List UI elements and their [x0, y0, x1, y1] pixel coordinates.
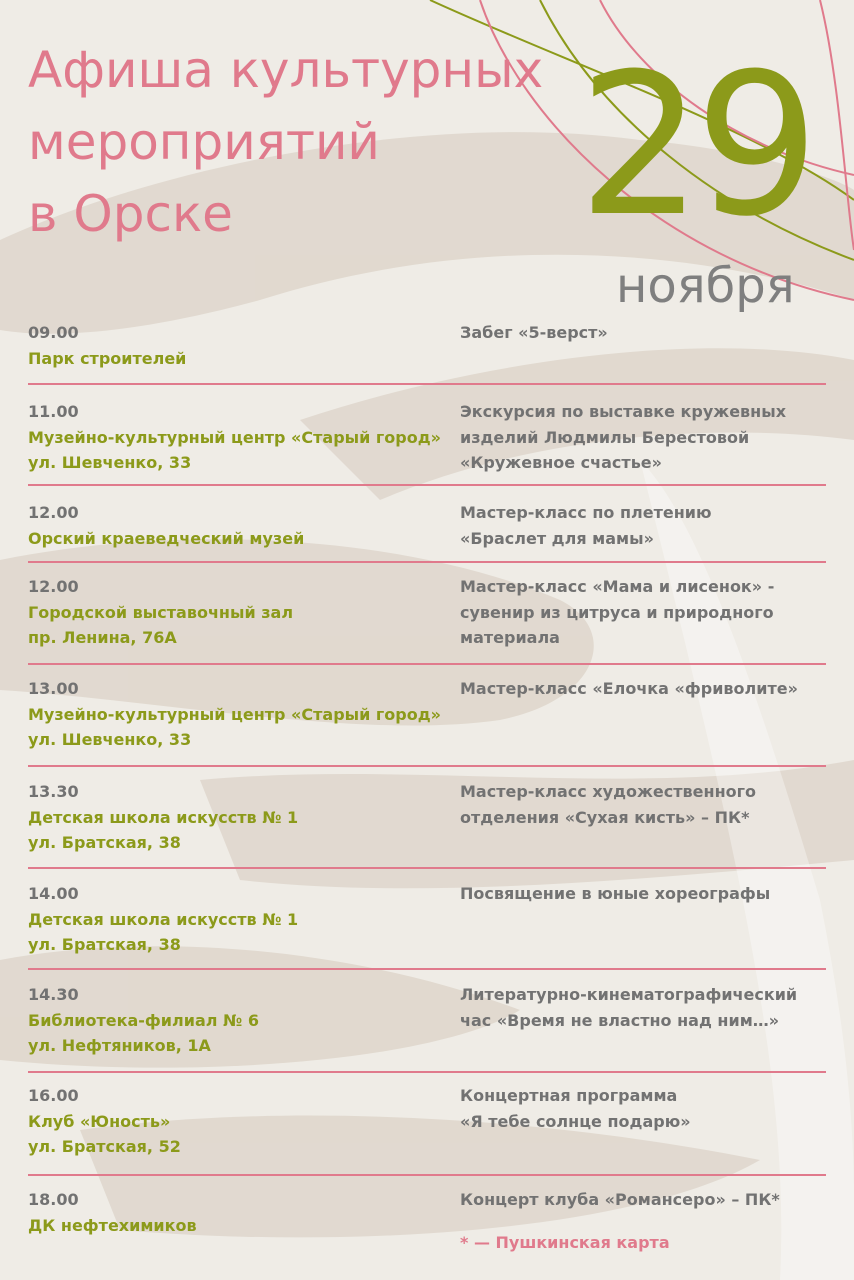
- event-title-line: «Кружевное счастье»: [460, 453, 662, 472]
- title-line-1: Афиша культурных: [28, 41, 544, 99]
- event-time: 13.00: [28, 679, 79, 698]
- event-row: [28, 869, 826, 970]
- event-title-line: Мастер-класс художественного: [460, 782, 756, 801]
- event-place: Парк строителей: [28, 348, 187, 368]
- event-address: ул. Шевченко, 33: [28, 730, 192, 749]
- event-title-line: Концертная программа: [460, 1086, 678, 1105]
- event-row: [28, 767, 826, 869]
- event-place: Библиотека-филиал № 6: [28, 1010, 259, 1030]
- event-title-line: «Браслет для мамы»: [460, 528, 654, 548]
- event-title-line: Забег «5-верст»: [460, 323, 608, 342]
- event-time: 14.30: [28, 985, 79, 1004]
- event-row: [28, 486, 826, 563]
- event-time: 14.00: [28, 884, 79, 903]
- event-time: 12.00: [28, 577, 79, 596]
- event-row: [28, 1176, 826, 1276]
- event-place: Городской выставочный зал: [28, 602, 294, 622]
- event-title-line: Экскурсия по выставке кружевных: [460, 402, 787, 421]
- event-title-line: Мастер-класс «Елочка «фриволите»: [460, 679, 798, 698]
- event-row: [28, 665, 826, 767]
- event-title-line: Мастер-класс по плетению: [460, 503, 712, 522]
- event-time: 12.00: [28, 503, 79, 522]
- event-place: Орский краеведческий музей: [28, 528, 305, 548]
- title-line-2: мероприятий: [28, 113, 380, 171]
- event-title-line: Концерт клуба «Романсеро» – ПК*: [460, 1190, 780, 1209]
- event-row: [28, 563, 826, 665]
- event-title-line: изделий Людмилы Берестовой: [460, 427, 750, 447]
- event-row: [28, 320, 826, 385]
- event-title-line: Мастер-класс «Мама и лисенок» -: [460, 577, 775, 596]
- title-line-3: в Орске: [28, 185, 233, 243]
- events-list: [28, 320, 826, 1276]
- event-title-line: сувенир из цитруса и природного: [460, 602, 774, 622]
- event-place: Музейно-культурный центр «Старый город»: [28, 427, 441, 447]
- page-title: [28, 34, 543, 250]
- event-title-line: отделения «Сухая кисть» – ПК*: [460, 807, 750, 827]
- date-day: 29: [578, 32, 812, 260]
- event-place: Клуб «Юность»: [28, 1111, 171, 1131]
- event-title-line: «Я тебе солнце подарю»: [460, 1111, 691, 1131]
- event-title-line: Литературно-кинематографический: [460, 985, 798, 1004]
- event-title-line: Посвящение в юные хореографы: [460, 884, 771, 903]
- event-address: ул. Нефтяников, 1А: [28, 1036, 211, 1055]
- event-address: ул. Братская, 52: [28, 1137, 181, 1156]
- event-address: ул. Братская, 38: [28, 833, 181, 852]
- event-time: 09.00: [28, 323, 79, 342]
- event-row: [28, 1073, 826, 1176]
- event-address: ул. Братская, 38: [28, 935, 181, 954]
- event-place: ДК нефтехимиков: [28, 1215, 197, 1235]
- event-address: ул. Шевченко, 33: [28, 453, 192, 472]
- event-time: 13.30: [28, 782, 79, 801]
- date-month: ноября: [616, 258, 795, 314]
- event-time: 16.00: [28, 1086, 79, 1105]
- event-place: Детская школа искусств № 1: [28, 807, 299, 827]
- event-time: 18.00: [28, 1190, 79, 1209]
- event-address: пр. Ленина, 76А: [28, 628, 177, 647]
- pushkin-card-footnote: * — Пушкинская карта: [460, 1233, 670, 1252]
- event-row: [28, 385, 826, 486]
- event-title-line: материала: [460, 628, 560, 647]
- event-title-line: час «Время не властно над ним…»: [460, 1010, 780, 1030]
- event-place: Детская школа искусств № 1: [28, 909, 299, 929]
- event-place: Музейно-культурный центр «Старый город»: [28, 704, 441, 724]
- event-time: 11.00: [28, 402, 79, 421]
- event-row: [28, 970, 826, 1073]
